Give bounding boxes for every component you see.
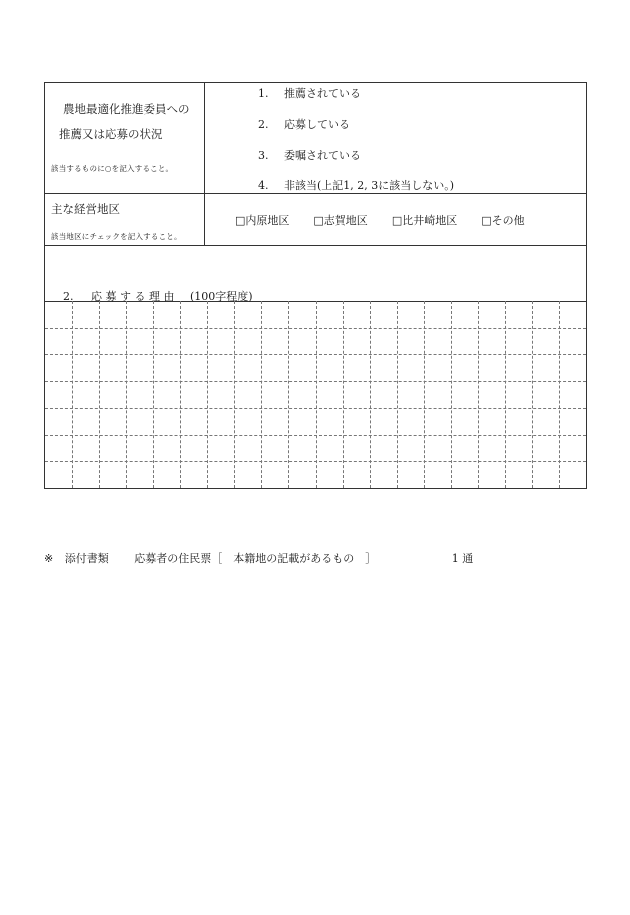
option-text: 非該当(上記1, 2, 3に該当しない。): [284, 179, 455, 192]
grid-column-line: [451, 301, 452, 488]
grid-row-line: [45, 461, 586, 462]
attachment-note: [44, 550, 473, 566]
grid-row-line: [45, 354, 586, 355]
row-divider: [45, 193, 586, 194]
area-checkbox-other[interactable]: □その他: [481, 214, 525, 227]
area-checkbox-uchihara[interactable]: □内原地区: [235, 214, 290, 227]
attachment-item: 応募者の住民票［ 本籍地の記載があるもの ］: [134, 552, 377, 565]
option-text: 推薦されている: [284, 87, 361, 100]
grid-column-line: [261, 301, 262, 488]
area-options: [235, 212, 525, 228]
grid-column-line: [397, 301, 398, 488]
status-label-line1: 農地最適化推進委員への: [63, 102, 190, 116]
option-text: 委嘱されている: [284, 149, 361, 162]
grid-column-line: [532, 301, 533, 488]
grid-column-line: [126, 301, 127, 488]
status-option-1[interactable]: [258, 85, 361, 101]
attachment-mark: ※: [44, 552, 54, 565]
status-label-line2: 推薦又は応募の状況: [59, 127, 163, 141]
status-option-3[interactable]: [258, 147, 361, 163]
grid-column-line: [99, 301, 100, 488]
grid-column-line: [478, 301, 479, 488]
column-divider: [204, 83, 205, 245]
option-number: 4.: [258, 179, 269, 192]
grid-column-line: [180, 301, 181, 488]
grid-row-line: [45, 381, 586, 382]
reason-number: 2.: [63, 290, 74, 303]
grid-row-line: [45, 408, 586, 409]
attachment-count: 1 通: [451, 552, 474, 565]
option-number: 3.: [258, 149, 269, 162]
grid-column-line: [316, 301, 317, 488]
area-note: 該当地区にチェックを記入すること。: [51, 232, 182, 241]
reason-hint: (100字程度): [189, 290, 253, 303]
grid-column-line: [72, 301, 73, 488]
grid-column-line: [343, 301, 344, 488]
grid-row-line: [45, 328, 586, 329]
option-number: 2.: [258, 118, 269, 131]
area-checkbox-hiizaki[interactable]: □比井崎地区: [391, 214, 458, 227]
grid-column-line: [370, 301, 371, 488]
grid-column-line: [424, 301, 425, 488]
area-label: 主な経営地区: [51, 202, 120, 216]
area-checkbox-shiga[interactable]: □志賀地区: [313, 214, 368, 227]
grid-column-line: [153, 301, 154, 488]
grid-column-line: [288, 301, 289, 488]
status-note: 該当するものに○を記入すること。: [51, 164, 174, 173]
option-number: 1.: [258, 87, 269, 100]
grid-column-line: [234, 301, 235, 488]
row-divider: [45, 245, 586, 246]
grid-column-line: [559, 301, 560, 488]
grid-row-line: [45, 435, 586, 436]
grid-column-line: [207, 301, 208, 488]
application-form-table: [44, 82, 587, 489]
grid-column-line: [505, 301, 506, 488]
status-option-4[interactable]: [258, 177, 454, 193]
reason-writing-grid[interactable]: [45, 301, 586, 488]
reason-title: 応 募 す る 理 由: [91, 290, 175, 303]
option-text: 応募している: [284, 118, 350, 131]
status-option-2[interactable]: [258, 116, 350, 132]
attachment-label: 添付書類: [64, 552, 109, 565]
